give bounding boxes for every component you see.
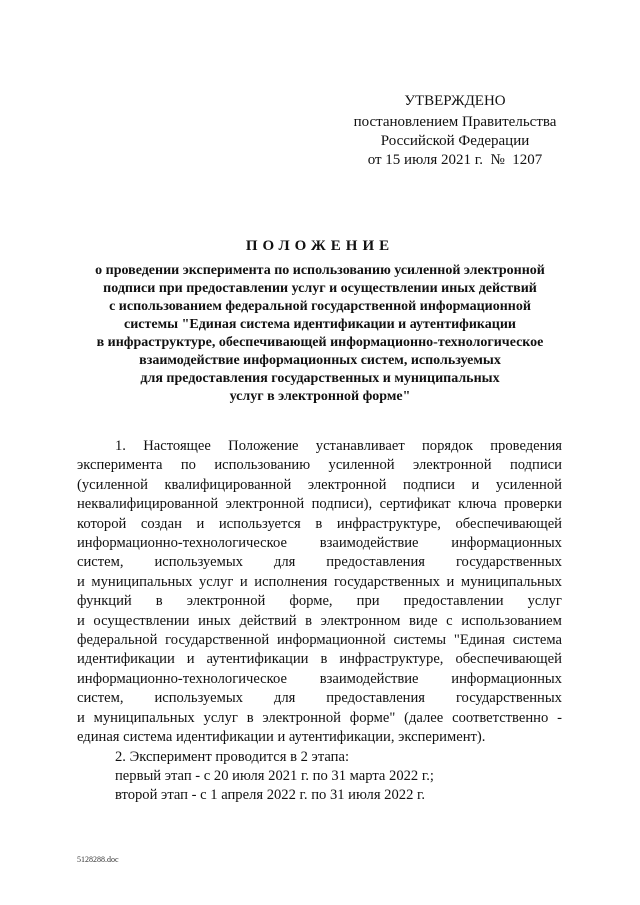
paragraph-line: и муниципальных услуг и исполнения государственных и муниципальных	[77, 573, 562, 590]
approval-heading: УТВЕРЖДЕНО	[404, 93, 506, 109]
subtitle-line: для предоставления государственных и муниципальных	[140, 371, 500, 386]
document-body	[77, 437, 562, 806]
subtitle-line: системы "Единая система идентификации и аутентификации	[124, 317, 516, 332]
paragraph-line: эксперимента по использованию усиленной электронной подписи	[77, 457, 562, 474]
paragraph-line: единая система идентификации и аутентификации, эксперимент).	[77, 729, 486, 746]
paragraph-line: информационно-технологическое взаимодействие информационных	[77, 535, 562, 552]
document-title: ПОЛОЖЕНИЕ	[245, 238, 395, 254]
file-name-footer: 5128288.doc	[77, 855, 119, 864]
stage-1: первый этап - с 20 июля 2021 г. по 31 марта 2022 г.;	[115, 767, 434, 784]
paragraph-line: систем, используемых для предоставления государственных	[77, 554, 562, 571]
subtitle-line: взаимодействие информационных систем, используемых	[139, 353, 501, 368]
paragraph-line: информационно-технологическое взаимодействие информационных	[77, 670, 562, 687]
stage-2: второй этап - с 1 апреля 2022 г. по 31 июля 2022 г.	[115, 787, 426, 804]
document-subtitle	[70, 262, 570, 406]
paragraph-line: которой создан и используется в инфраструктуре, обеспечивающей	[77, 515, 562, 532]
paragraph-line: и осуществлении иных действий в электронном виде с использованием	[77, 612, 562, 629]
paragraph-line: (усиленной квалифицированной электронной подписи и усиленной	[77, 476, 562, 493]
paragraph-1	[77, 437, 562, 748]
subtitle-line: услуг в электронной форме"	[229, 389, 411, 404]
paragraph-line: и муниципальных услуг в электронной форме" (далее соответственно -	[77, 709, 562, 726]
paragraph-2-intro: 2. Эксперимент проводится в 2 этапа:	[115, 748, 350, 765]
approval-line: постановлением Правительства	[353, 114, 557, 130]
paragraph-line: систем, используемых для предоставления государственных	[77, 690, 562, 707]
approval-block	[340, 92, 570, 170]
paragraph-line: федеральной государственной информационной системы "Единая система	[77, 632, 562, 649]
approval-date-number: от 15 июля 2021 г. № 1207	[367, 152, 543, 168]
subtitle-line: о проведении эксперимента по использованию усиленной электронной	[95, 263, 545, 278]
paragraph-line: 1. Настоящее Положение устанавливает порядок проведения	[115, 438, 562, 454]
subtitle-line: подписи при предоставлении услуг и осуществлении иных действий	[103, 281, 537, 296]
approval-line: Российской Федерации	[380, 133, 530, 149]
paragraph-line: неквалифицированной электронной подписи), сертификат ключа проверки	[77, 496, 562, 513]
paragraph-line: функций в электронной форме, при предоставлении услуг	[77, 593, 562, 610]
subtitle-line: в инфраструктуре, обеспечивающей информационно-технологическое	[96, 335, 544, 350]
paragraph-line: идентификации и аутентификации в инфраструктуре, обеспечивающей	[77, 651, 562, 668]
subtitle-line: с использованием федеральной государственной информационной	[109, 299, 531, 314]
